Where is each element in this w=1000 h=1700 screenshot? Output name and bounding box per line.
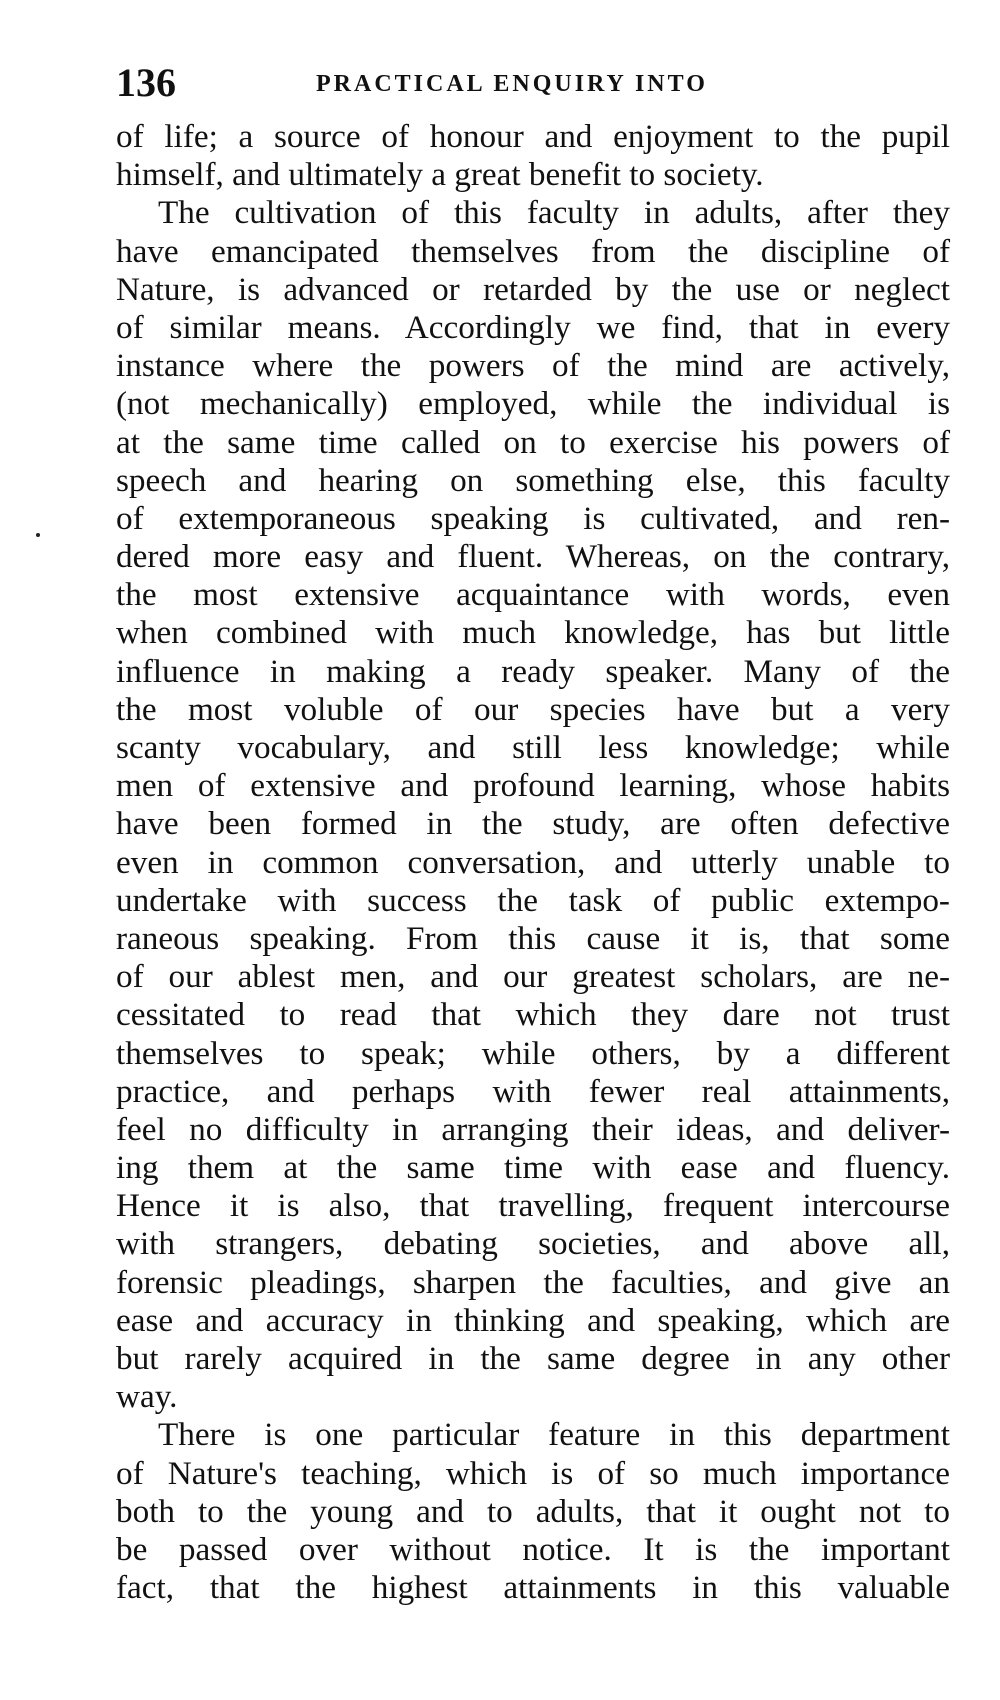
text-line: with strangers, debating societies, and above all, bbox=[116, 1225, 950, 1263]
text-line: speech and hearing on something else, this faculty bbox=[116, 461, 950, 499]
text-line: themselves to speak; while others, by a different bbox=[116, 1034, 950, 1072]
text-line: The cultivation of this faculty in adults, after they bbox=[158, 194, 950, 232]
text-line: dered more easy and fluent. Whereas, on the contrary, bbox=[116, 538, 950, 576]
text-line: of Nature's teaching, which is of so much importance bbox=[116, 1454, 950, 1492]
text-line: practice, and perhaps with fewer real attainments, bbox=[116, 1072, 950, 1110]
text-line: influence in making a ready speaker. Many of the bbox=[116, 652, 950, 690]
text-line: the most voluble of our species have but a very bbox=[116, 690, 950, 728]
text-line: instance where the powers of the mind are actively, bbox=[116, 347, 950, 385]
text-line: of life; a source of honour and enjoyment to the pupil bbox=[116, 118, 950, 155]
text-line: forensic pleadings, sharpen the faculties, and give an bbox=[116, 1263, 950, 1301]
text-line: undertake with success the task of public extempo- bbox=[116, 881, 950, 919]
text-line: scanty vocabulary, and still less knowledge; while bbox=[116, 729, 950, 766]
text-line: of similar means. Accordingly we find, that in every bbox=[116, 308, 950, 346]
text-line: both to the young and to adults, that it ought not to bbox=[116, 1492, 950, 1530]
text-line: himself, and ultimately a great benefit to society. bbox=[116, 156, 764, 194]
text-line: men of extensive and profound learning, whose habits bbox=[116, 767, 950, 805]
text-line: ease and accuracy in thinking and speaking, which are bbox=[116, 1301, 950, 1339]
text-line: of extemporaneous speaking is cultivated, and ren- bbox=[116, 499, 950, 537]
text-line: the most extensive acquaintance with words, even bbox=[116, 576, 950, 614]
text-line: at the same time called on to exercise his powers of bbox=[116, 423, 950, 461]
text-line: way. bbox=[116, 1378, 178, 1416]
text-line: have emancipated themselves from the discipline of bbox=[116, 232, 950, 270]
text-line: feel no difficulty in arranging their ideas, and deliver- bbox=[116, 1110, 950, 1148]
page-number: 136 bbox=[116, 60, 176, 105]
running-title: PRACTICAL ENQUIRY INTO bbox=[316, 71, 708, 97]
text-line: fact, that the highest attainments in this valuable bbox=[116, 1569, 950, 1607]
text-line: (not mechanically) employed, while the individual is bbox=[116, 385, 950, 423]
text-line: ing them at the same time with ease and fluency. bbox=[116, 1149, 950, 1187]
text-line: of our ablest men, and our greatest scholars, are ne- bbox=[116, 958, 950, 996]
text-line: even in common conversation, and utterly unable to bbox=[116, 843, 950, 881]
text-line: raneous speaking. From this cause it is, that some bbox=[116, 919, 950, 957]
text-line: have been formed in the study, are often defective bbox=[116, 805, 950, 843]
text-line: when combined with much knowledge, has but little bbox=[116, 614, 950, 652]
text-line: There is one particular feature in this department bbox=[158, 1416, 950, 1454]
text-line: cessitated to read that which they dare not trust bbox=[116, 996, 950, 1034]
text-line: Nature, is advanced or retarded by the use or neglect bbox=[116, 270, 950, 308]
body-text bbox=[116, 118, 950, 1607]
text-line: but rarely acquired in the same degree in any other bbox=[116, 1340, 950, 1377]
text-line: Hence it is also, that travelling, frequent intercourse bbox=[116, 1187, 950, 1225]
margin-mark bbox=[36, 533, 40, 537]
running-head bbox=[116, 58, 936, 108]
text-line: be passed over without notice. It is the important bbox=[116, 1530, 950, 1568]
